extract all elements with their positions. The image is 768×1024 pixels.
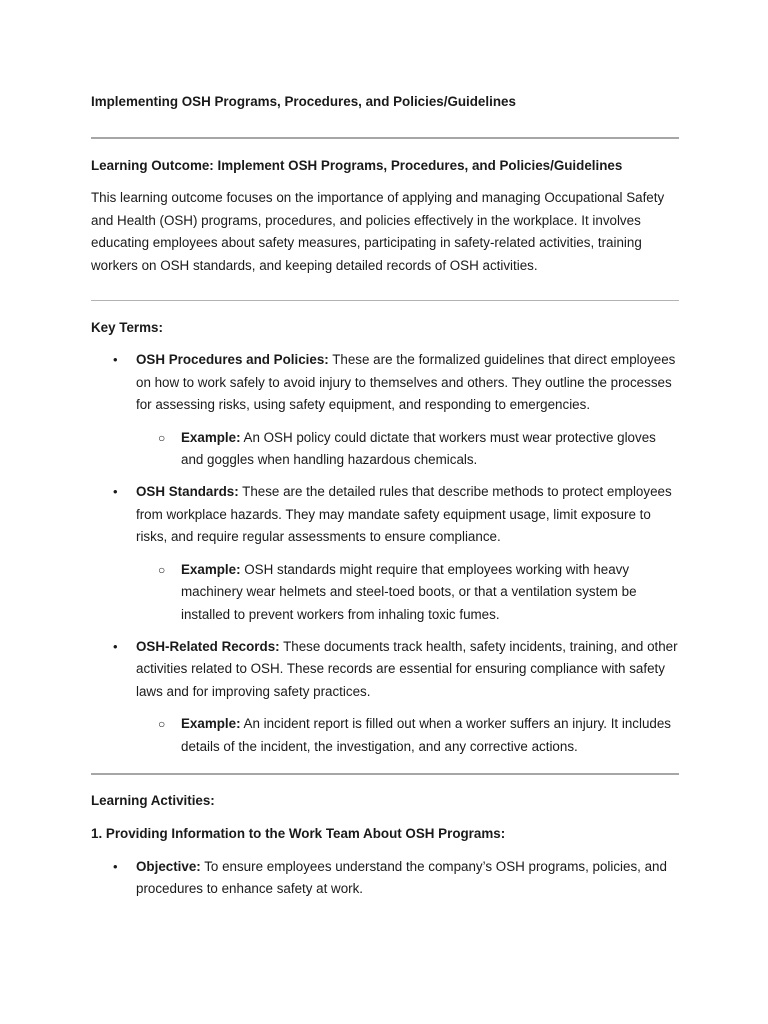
bullet-icon: • <box>113 484 118 500</box>
key-term-definition: These documents track health, safety incidents, training, and other activities related to OSH. These records are essential for ensuring compliance with safety laws and for improving safety practices. <box>136 638 678 699</box>
key-term-definition: These are the detailed rules that describe methods to protect employees from workplace hazards. They may mandate safety equipment usage, limit exposure to risks, and require regular assessments to ensure compliance. <box>136 484 672 545</box>
bullet-icon: • <box>113 638 118 654</box>
example-label: Example: <box>181 716 241 732</box>
key-terms-list <box>91 349 679 758</box>
sub-bullet-icon: ○ <box>158 562 166 577</box>
key-term-item <box>91 481 679 625</box>
objective-label: Objective: <box>136 858 201 874</box>
example-label: Example: <box>181 561 241 577</box>
key-term-definition: These are the formalized guidelines that direct employees on how to work safely to avoid injury to themselves and others. They outline the processes for assessing risks, using safety equipment, and responding to emergencies. <box>136 352 676 413</box>
activity-heading: 1. Providing Information to the Work Team About OSH Programs: <box>91 826 506 842</box>
example-label: Example: <box>181 429 241 445</box>
key-terms-heading: Key Terms: <box>91 320 163 336</box>
sub-bullet-icon: ○ <box>158 717 166 732</box>
example-text: An incident report is filled out when a worker suffers an injury. It includes details of the incident, the investigation, and any corrective actions. <box>181 716 672 754</box>
example-text: OSH standards might require that employees working with heavy machinery wear helmets and steel-toed boots, or that a ventilation system be installed to prevent workers from inhaling toxic fumes. <box>181 561 637 622</box>
section-divider <box>91 300 679 301</box>
key-term-example <box>91 427 679 472</box>
key-term-name: OSH-Related Records: <box>136 638 280 654</box>
learning-activities-heading: Learning Activities: <box>91 792 215 808</box>
key-term-name: OSH Standards: <box>136 484 239 500</box>
document-title: Implementing OSH Programs, Procedures, and Policies/Guidelines <box>91 94 516 109</box>
section-divider <box>91 773 679 775</box>
example-text: An OSH policy could dictate that workers must wear protective gloves and goggles when handling hazardous chemicals. <box>181 429 656 468</box>
learning-outcome-heading: Learning Outcome: Implement OSH Programs, Procedures, and Policies/Guidelines <box>91 158 623 173</box>
key-term <box>91 349 679 416</box>
key-term-item <box>91 636 679 758</box>
sub-bullet-icon: ○ <box>158 430 166 445</box>
activity-list <box>91 856 679 901</box>
bullet-icon: • <box>113 352 118 368</box>
key-term-example <box>91 559 679 626</box>
key-term <box>91 481 679 548</box>
key-term <box>91 636 679 703</box>
document-body <box>91 91 679 901</box>
key-term-name: OSH Procedures and Policies: <box>136 352 329 368</box>
learning-outcome-paragraph: This learning outcome focuses on the importance of applying and managing Occupational Safety and Health (OSH) programs, procedures, and policies effectively in the workplace. It involves educating employees about safety measures, participating in safety-related activities, training workers on OSH standards, and keeping detailed records of OSH activities. <box>91 190 665 273</box>
activity-item <box>91 856 679 901</box>
section-divider <box>91 137 679 139</box>
objective-text: To ensure employees understand the company’s OSH programs, policies, and procedures to enhance safety at work. <box>136 858 667 897</box>
bullet-icon: • <box>113 858 118 874</box>
activity-objective <box>91 856 679 901</box>
key-term-example <box>91 713 679 758</box>
key-term-item <box>91 349 679 471</box>
